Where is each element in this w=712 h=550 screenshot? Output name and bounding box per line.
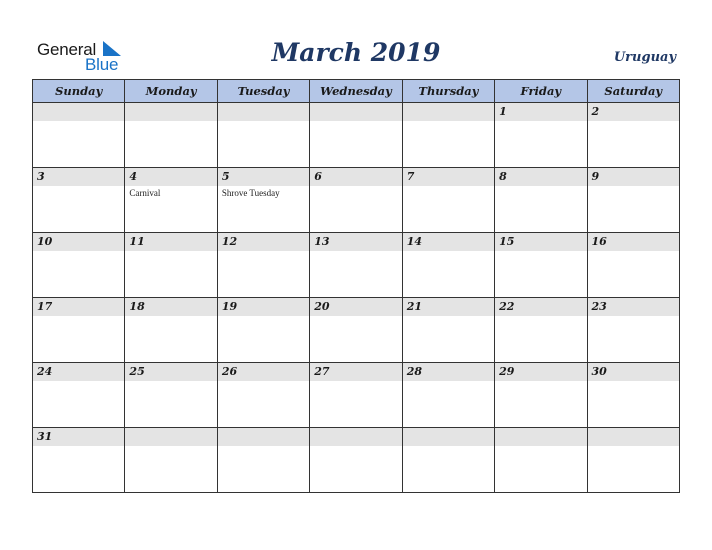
day-number: 24	[33, 363, 124, 381]
day-cell	[402, 428, 494, 493]
day-number: 1	[495, 103, 586, 121]
weekday-header-row	[33, 80, 680, 103]
day-number: 27	[310, 363, 401, 381]
day-cell	[310, 298, 402, 363]
day-cell	[125, 298, 217, 363]
country-label: Uruguay	[613, 50, 676, 65]
day-number: 3	[33, 168, 124, 186]
holiday-event	[588, 446, 679, 448]
day-cell	[587, 233, 679, 298]
week-row	[33, 233, 680, 298]
holiday-event	[495, 186, 586, 188]
day-cell	[217, 363, 309, 428]
day-cell	[402, 103, 494, 168]
day-number: 8	[495, 168, 586, 186]
day-cell	[587, 168, 679, 233]
holiday-event	[403, 121, 494, 123]
day-cell	[33, 298, 125, 363]
holiday-event	[125, 121, 216, 123]
day-number	[33, 103, 124, 121]
holiday-event	[125, 316, 216, 318]
day-number: 28	[403, 363, 494, 381]
day-cell	[217, 103, 309, 168]
holiday-event	[403, 316, 494, 318]
day-cell	[125, 233, 217, 298]
holiday-event	[33, 381, 124, 383]
day-number: 14	[403, 233, 494, 251]
day-cell	[587, 363, 679, 428]
holiday-event	[403, 446, 494, 448]
holiday-event	[588, 186, 679, 188]
day-cell	[495, 103, 587, 168]
day-cell	[495, 168, 587, 233]
day-number: 26	[218, 363, 309, 381]
day-number: 17	[33, 298, 124, 316]
day-cell	[402, 363, 494, 428]
calendar-title: March 2019	[271, 38, 441, 67]
day-cell	[495, 363, 587, 428]
holiday-event	[495, 446, 586, 448]
holiday-event	[33, 186, 124, 188]
day-cell	[125, 168, 217, 233]
day-cell	[33, 103, 125, 168]
day-number: 31	[33, 428, 124, 446]
holiday-event	[495, 121, 586, 123]
day-number: 18	[125, 298, 216, 316]
day-number: 11	[125, 233, 216, 251]
week-row	[33, 103, 680, 168]
holiday-event	[218, 251, 309, 253]
day-number: 9	[588, 168, 679, 186]
day-cell	[125, 428, 217, 493]
holiday-event	[403, 381, 494, 383]
holiday-event	[588, 251, 679, 253]
day-cell	[310, 103, 402, 168]
day-number: 12	[218, 233, 309, 251]
day-cell	[310, 428, 402, 493]
day-cell	[217, 233, 309, 298]
day-cell	[495, 428, 587, 493]
weekday-header: Monday	[125, 80, 217, 103]
day-number: 19	[218, 298, 309, 316]
day-number: 23	[588, 298, 679, 316]
day-cell	[587, 298, 679, 363]
day-number: 25	[125, 363, 216, 381]
weekday-header: Thursday	[402, 80, 494, 103]
day-number: 29	[495, 363, 586, 381]
day-number	[310, 103, 401, 121]
holiday-event	[495, 381, 586, 383]
holiday-event	[125, 381, 216, 383]
day-number: 15	[495, 233, 586, 251]
holiday-event	[218, 316, 309, 318]
day-cell	[217, 168, 309, 233]
day-number: 4	[125, 168, 216, 186]
day-cell	[402, 233, 494, 298]
day-cell	[33, 168, 125, 233]
day-number: 20	[310, 298, 401, 316]
holiday-event	[310, 446, 401, 448]
day-cell	[587, 428, 679, 493]
holiday-event	[588, 121, 679, 123]
day-cell	[33, 233, 125, 298]
logo-blue-text: Blue	[85, 55, 119, 74]
day-cell	[125, 103, 217, 168]
holiday-event	[588, 316, 679, 318]
holiday-event	[33, 121, 124, 123]
day-number	[125, 428, 216, 446]
holiday-event	[218, 446, 309, 448]
holiday-event	[403, 186, 494, 188]
day-number	[310, 428, 401, 446]
day-cell	[495, 233, 587, 298]
day-number: 2	[588, 103, 679, 121]
holiday-event	[33, 251, 124, 253]
day-cell	[310, 233, 402, 298]
holiday-event	[125, 446, 216, 448]
holiday-event	[495, 251, 586, 253]
day-number: 6	[310, 168, 401, 186]
week-row	[33, 298, 680, 363]
day-number	[218, 103, 309, 121]
holiday-event	[495, 316, 586, 318]
holiday-event	[125, 251, 216, 253]
day-number: 30	[588, 363, 679, 381]
day-cell	[33, 428, 125, 493]
day-number: 5	[218, 168, 309, 186]
weekday-header: Saturday	[587, 80, 679, 103]
weekday-header: Friday	[495, 80, 587, 103]
logo-general-text: General	[37, 40, 97, 59]
holiday-event: Carnival	[129, 188, 161, 198]
holiday-event	[310, 316, 401, 318]
day-cell	[495, 298, 587, 363]
day-number: 22	[495, 298, 586, 316]
holiday-event	[310, 121, 401, 123]
day-number: 13	[310, 233, 401, 251]
day-number: 21	[403, 298, 494, 316]
holiday-event	[310, 251, 401, 253]
holiday-event	[218, 121, 309, 123]
holiday-event: Shrove Tuesday	[221, 188, 280, 198]
day-cell	[33, 363, 125, 428]
holiday-event	[310, 186, 401, 188]
week-row	[33, 168, 680, 233]
day-number	[218, 428, 309, 446]
day-cell	[587, 103, 679, 168]
holiday-event	[33, 316, 124, 318]
day-cell	[125, 363, 217, 428]
day-number: 7	[403, 168, 494, 186]
day-cell	[217, 428, 309, 493]
day-cell	[402, 168, 494, 233]
day-number	[125, 103, 216, 121]
holiday-event	[403, 251, 494, 253]
week-row	[33, 428, 680, 493]
day-cell	[402, 298, 494, 363]
calendar-grid	[32, 79, 680, 493]
holiday-event	[310, 381, 401, 383]
holiday-event	[218, 381, 309, 383]
day-cell	[310, 168, 402, 233]
day-cell	[217, 298, 309, 363]
day-number	[588, 428, 679, 446]
holiday-event	[588, 381, 679, 383]
weekday-header: Wednesday	[310, 80, 402, 103]
day-number: 10	[33, 233, 124, 251]
day-number	[403, 103, 494, 121]
week-row	[33, 363, 680, 428]
holiday-event	[33, 446, 124, 448]
day-cell	[310, 363, 402, 428]
day-number	[403, 428, 494, 446]
weekday-header: Sunday	[33, 80, 125, 103]
day-number	[495, 428, 586, 446]
weekday-header: Tuesday	[217, 80, 309, 103]
day-number: 16	[588, 233, 679, 251]
